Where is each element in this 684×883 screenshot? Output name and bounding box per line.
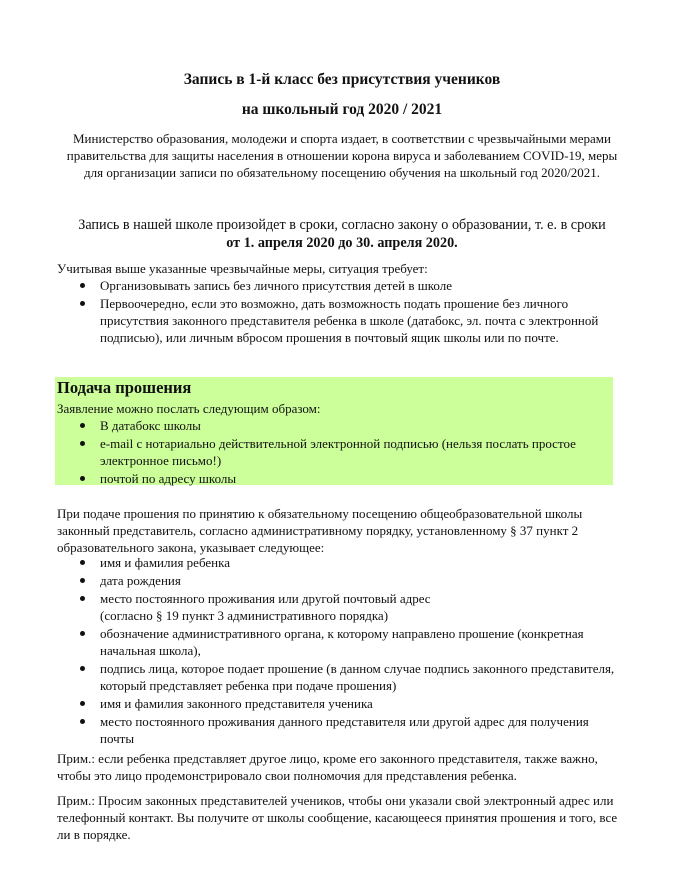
bullet-icon xyxy=(80,596,85,601)
bullet-icon xyxy=(80,283,85,288)
bullet-icon xyxy=(80,560,85,565)
bullet-icon xyxy=(80,701,85,706)
requirements-intro: При подаче прошения по принятию к обязательному посещению общеобразовательной школы законный представитель, согласно административному порядку, установленному § 37 пункт 2 образовательного закона, указывает следующее: xyxy=(57,506,583,555)
bullet-icon xyxy=(80,441,85,446)
note-representation: Прим.: если ребенка представляет другое лицо, кроме его законного представителя, также важно, чтобы это лицо продемонстрировало свои полномочия для представления ребенка. xyxy=(57,751,598,783)
list-item: e-mail с нотариально действительной электронной подписью (нельзя послать простое электронное письмо!) xyxy=(57,435,602,469)
bullet-icon xyxy=(80,476,85,481)
list-item: дата рождения xyxy=(57,572,617,589)
petition-heading: Подача прошения xyxy=(57,378,192,397)
bullet-icon xyxy=(80,578,85,583)
list-item: Организовывать запись без личного присутствия детей в школе xyxy=(57,277,605,294)
enrollment-dates: от 1. апреля 2020 до 30. апреля 2020. xyxy=(226,235,458,251)
list-item: имя и фамилия законного представителя ученика xyxy=(57,695,617,712)
petition-intro: Заявление можно послать следующим образом: xyxy=(57,401,321,416)
note-contact: Прим.: Просим законных представителей учеников, чтобы они указали свой электронный адрес или телефонный контакт. Вы получите от школы сообщение, касающееся принятия прошения и того, все ли в порядке. xyxy=(57,793,618,842)
list-item: В датабокс школы xyxy=(57,417,602,434)
petition-list xyxy=(57,417,602,488)
enrollment-text: Запись в нашей школе произойдет в сроки, согласно закону о образовании, т. е. в сроки xyxy=(78,217,606,233)
requirements-list xyxy=(57,554,617,748)
list-item: имя и фамилия ребенка xyxy=(57,554,617,571)
bullet-icon xyxy=(80,301,85,306)
intro-paragraph: Министерство образования, молодежи и спорта издает, в соответствии с чрезвычайными мерами правительства для защиты населения в отношении корона вируса и заболеванием COVID-19, меры для организации записи по обязательному посещению обучения на школьный год 2020/2021. xyxy=(66,131,618,180)
situation-intro: Учитывая выше указанные чрезвычайные меры, ситуация требует: xyxy=(57,261,428,276)
bullet-icon xyxy=(80,423,85,428)
bullet-icon xyxy=(80,719,85,724)
list-item: место постоянного проживания данного представителя или другой адрес для получения почты xyxy=(57,713,617,747)
list-item: почтой по адресу школы xyxy=(57,470,602,487)
list-item: обозначение административного органа, к которому направлено прошение (конкретная начальная школа), xyxy=(57,625,617,659)
list-item: место постоянного проживания или другой почтовый адрес (согласно § 19 пункт 3 административного порядка) xyxy=(57,590,617,624)
page-title: Запись в 1-й класс без присутствия учеников xyxy=(183,71,501,88)
situation-list xyxy=(57,277,605,347)
bullet-icon xyxy=(80,666,85,671)
enrollment-paragraph xyxy=(40,216,644,252)
list-item: подпись лица, которое подает прошение (в данном случае подпись законного представителя, который представляет ребенка при подаче прошения) xyxy=(57,660,617,694)
page-subtitle: на школьный год 2020 / 2021 xyxy=(241,101,443,118)
list-item: Первоочередно, если это возможно, дать возможность подать прошение без личного присутствия законного представителя ребенка в школе (датабокс, эл. почта с электронной подписью), или личным вбросом прошения в почтовый ящик школы или по почте. xyxy=(57,295,605,346)
bullet-icon xyxy=(80,631,85,636)
